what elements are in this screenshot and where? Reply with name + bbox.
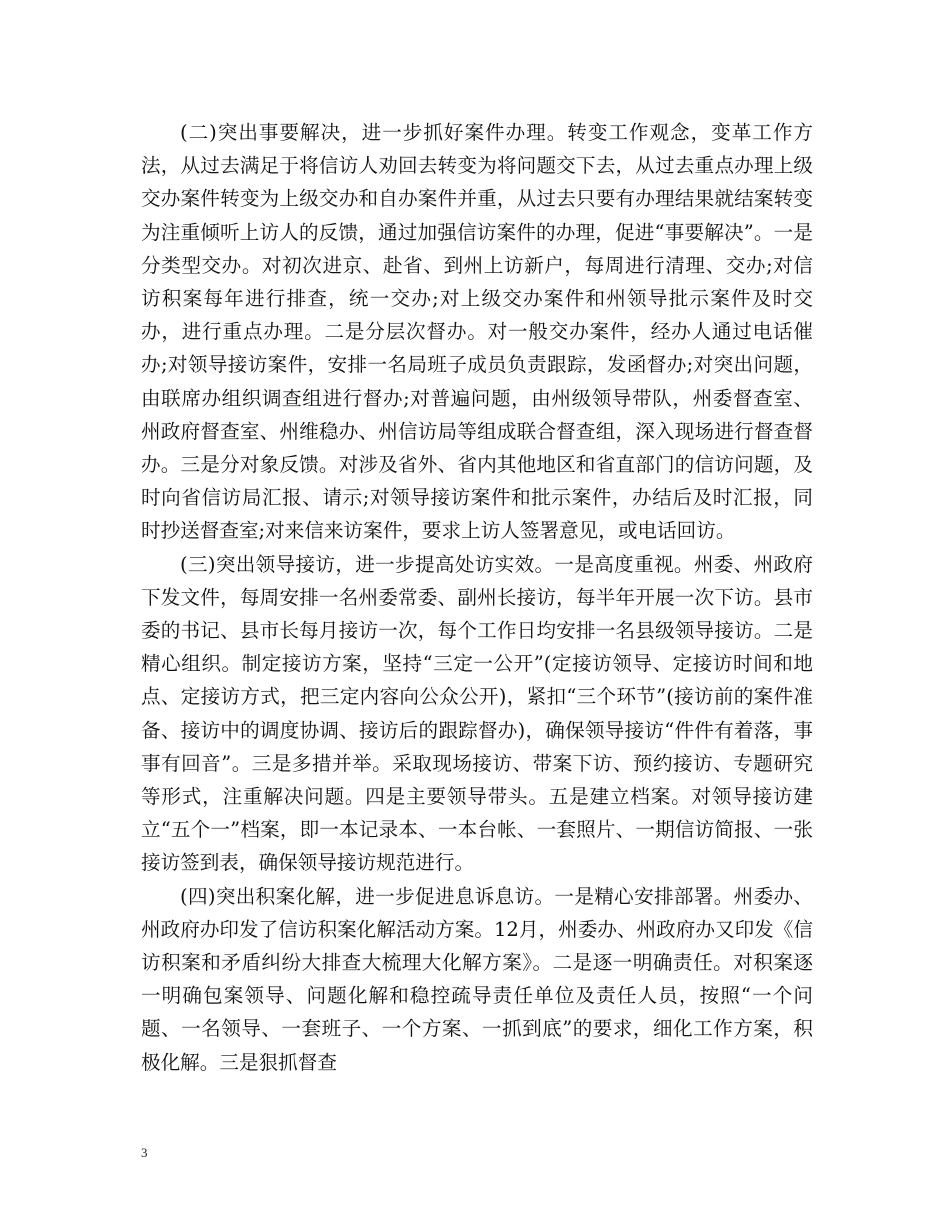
paragraph-4: (四)突出积案化解，进一步促进息诉息访。一是精心安排部署。州委办、州政府办印发了信访积案化解活动方案。12月，州委办、州政府办又印发《信访积案和矛盾纠纷大排查大梳理大化解方案》。二是逐一明确责任。对积案逐一明确包案领导、问题化解和稳控疏导责任单位及责任人员，按照“一个问题、一名领导、一套班子、一个方案、一抓到底”的要求，细化工作方案，积极化解。三是狠抓督查 [141,884,813,1074]
paragraph-2: (二)突出事要解决，进一步抓好案件办理。转变工作观念，变革工作方法，从过去满足于将信访人劝回去转变为将问题交下去，从过去重点办理上级交办案件转变为上级交办和自办案件并重，从过去只要有办理结果就结案转变为注重倾听上访人的反馈，通过加强信访案件的办理，促进“事要解决”。一是分类型交办。对初次进京、赴省、到州上访新户，每周进行清理、交办;对信访积案每年进行排查，统一交办;对上级交办案件和州领导批示案件及时交办，进行重点办理。二是分层次督办。对一般交办案件，经办人通过电话催办;对领导接访案件，安排一名局班子成员负责跟踪，发函督办;对突出问题，由联席办组织调查组进行督办;对普遍问题，由州级领导带队，州委督查室、州政府督查室、州维稳办、州信访局等组成联合督查组，深入现场进行督查督办。三是分对象反馈。对涉及省外、省内其他地区和省直部门的信访问题，及时向省信访局汇报、请示;对领导接访案件和批示案件，办结后及时汇报，同时抄送督查室;对来信来访案件，要求上访人签署意见，或电话回访。 [141,121,813,543]
document-body [141,116,813,1079]
page-number: 3 [141,1145,148,1160]
paragraph-3: (三)突出领导接访，进一步提高处访实效。一是高度重视。州委、州政府下发文件，每周安排一名州委常委、副州长接访，每半年开展一次下访。县市委的书记、县市长每月接访一次，每个工作日均安排一名县级领导接访。二是精心组织。制定接访方案，坚持“三定一公开”(定接访领导、定接访时间和地点、定接访方式，把三定内容向公众公开)，紧扣“三个环节”(接访前的案件准备、接访中的调度协调、接访后的跟踪督办)，确保领导接访“件件有着落，事事有回音”。三是多措并举。采取现场接访、带案下访、预约接访、专题研究等形式，注重解决问题。四是主要领导带头。五是建立档案。对领导接访建立“五个一”档案，即一本记录本、一本台帐、一套照片、一期信访简报、一张接访签到表，确保领导接访规范进行。 [141,552,813,875]
